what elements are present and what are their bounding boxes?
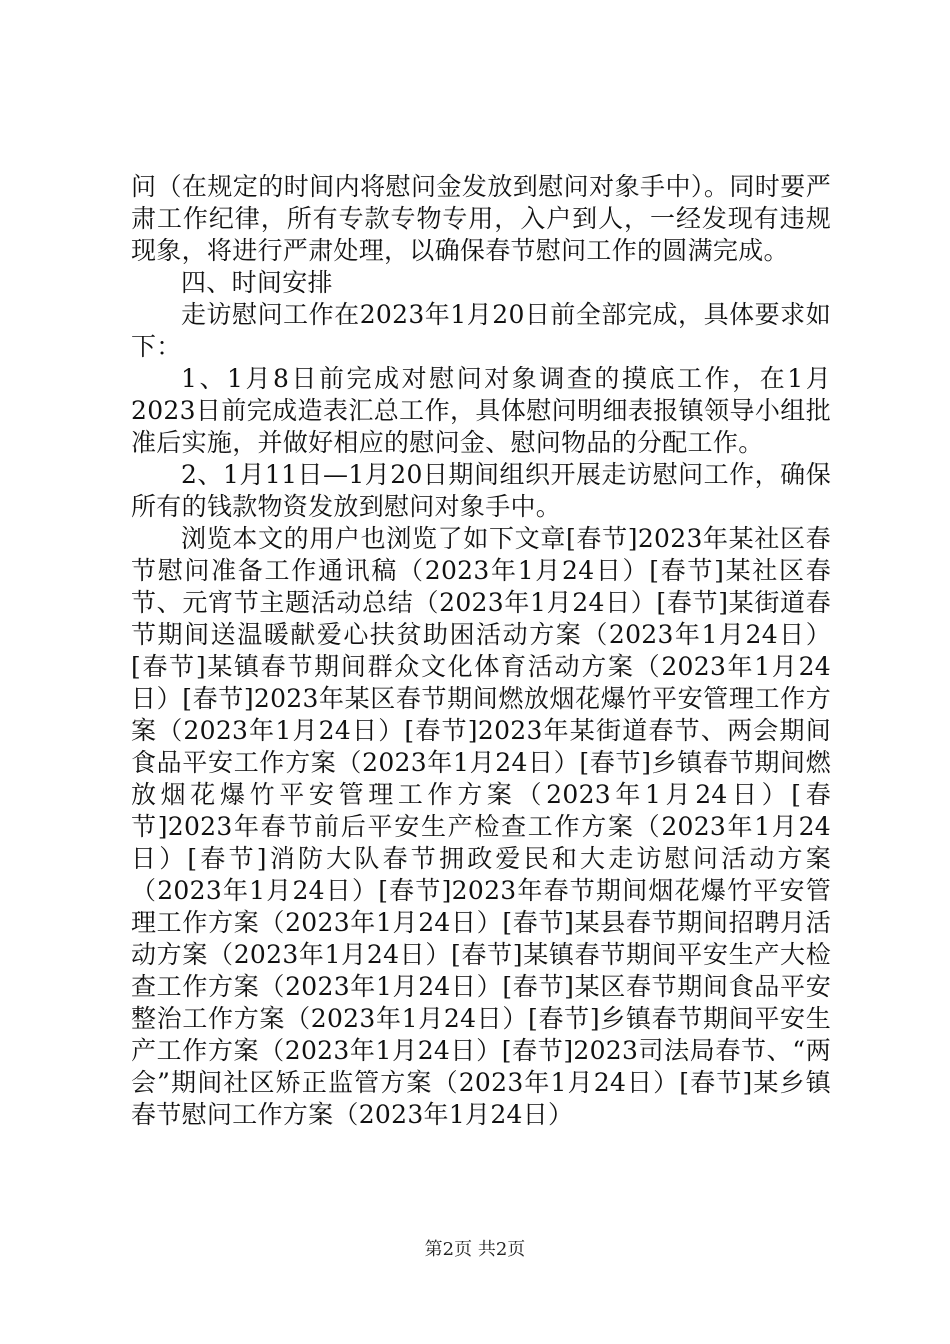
page-number-footer: 第2页 共2页	[424, 1239, 526, 1260]
paragraph-schedule: 走访慰问工作在2023年1月20日前全部完成，具体要求如下：	[131, 300, 831, 361]
related-articles-paragraph: 浏览本文的用户也浏览了如下文章[春节]2023年某社区春节慰问准备工作通讯稿（2023年1月24日）[春节]某社区春节、元宵节主题活动总结（2023年1月24日）[春节]某街道春节期间送温暖献爱心扶贫助困活动方案（2023年1月24日）[春节]某镇春节期间群众文化体育活动方案（2023年1月24日）[春节]2023年某区春节期间燃放烟花爆竹平安管理工作方案（2023年1月24日）[春节]2023年某街道春节、两会期间食品平安工作方案（2023年1月24日）[春节]乡镇春节期间燃放烟花爆竹平安管理工作方案（2023年1月24日）[春节]2023年春节前后平安生产检查工作方案（2023年1月24日）[春节]消防大队春节拥政爱民和大走访慰问活动方案（2023年1月24日）[春节]2023年春节期间烟花爆竹平安管理工作方案（2023年1月24日）[春节]某县春节期间招聘月活动方案（2023年1月24日）[春节]某镇春节期间平安生产大检查工作方案（2023年1月24日）[春节]某区春节期间食品平安整治工作方案（2023年1月24日）[春节]乡镇春节期间平安生产工作方案（2023年1月24日）[春节]2023司法局春节、“两会”期间社区矫正监管方案（2023年1月24日）[春节]某乡镇春节慰问工作方案（2023年1月24日）	[131, 524, 831, 1129]
section-heading: 四、时间安排	[181, 268, 333, 297]
paragraph-item-1: 1、1月8日前完成对慰问对象调查的摸底工作，在1月2023日前完成造表汇总工作，具体慰问明细表报镇领导小组批准后实施，并做好相应的慰问金、慰问物品的分配工作。	[131, 364, 831, 457]
document-body	[131, 171, 831, 1131]
paragraph-item-2: 2、1月11日—1月20日期间组织开展走访慰问工作，确保所有的钱款物资发放到慰问对象手中。	[131, 460, 831, 521]
paragraph-continuation: 问（在规定的时间内将慰问金发放到慰问对象手中）。同时要严肃工作纪律，所有专款专物专用，入户到人，一经发现有违规现象，将进行严肃处理，以确保春节慰问工作的圆满完成。	[131, 172, 831, 265]
